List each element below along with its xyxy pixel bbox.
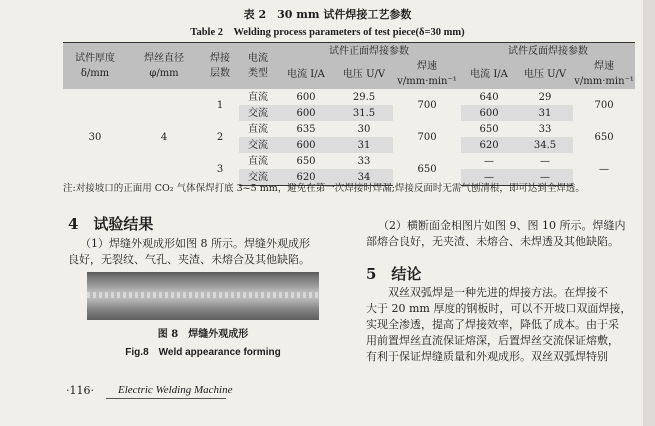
paragraph-line: （2）横断面金相图片如图 9、图 10 所示。焊缝内 <box>378 219 626 232</box>
header-front-voltage: 电压 U/V <box>335 59 393 89</box>
right-paragraph <box>366 218 625 250</box>
back-current-cell: — <box>484 155 495 167</box>
back-voltage-cell: 31 <box>517 105 573 121</box>
figure-8-caption-en: Fig.8 Weld appearance forming <box>125 347 281 358</box>
header-front-group: 试件正面焊接参数 <box>277 43 461 60</box>
back-speed-cell: — <box>599 163 610 175</box>
thickness-cell: 30 <box>88 131 102 143</box>
front-current-cell: 600 <box>277 137 335 153</box>
page-edge <box>643 0 655 426</box>
current-type-cell: 直流 <box>248 91 268 103</box>
paragraph-line: 大于 20 mm 厚度的钢板时，可以不开坡口双面焊接， <box>366 302 632 315</box>
back-current-cell: 600 <box>461 105 517 121</box>
front-current-cell: 600 <box>296 91 316 103</box>
header-front-speed: 焊速 v/mm·min⁻¹ <box>393 59 461 89</box>
front-voltage-cell: 31 <box>335 137 393 153</box>
section-4-paragraph <box>68 236 310 268</box>
page-number: ·116· <box>66 384 94 397</box>
figure-8-caption-cn: 图 8 焊缝外观成形 <box>157 329 249 340</box>
current-type-cell: 交流 <box>239 105 277 121</box>
front-speed-cell: 700 <box>417 131 437 143</box>
front-current-cell: 620 <box>277 169 335 186</box>
section-5-title: 5 结论 <box>366 265 422 283</box>
table-caption-en: Table 2 Welding process parameters of test piece(δ=30 mm) <box>190 27 465 38</box>
header-front-current: 电流 I/A <box>277 59 335 89</box>
header-thickness: 试件厚度 δ/mm <box>63 43 127 90</box>
back-voltage-cell: 29 <box>538 91 552 103</box>
header-current-type: 电流 类型 <box>239 43 277 90</box>
front-voltage-cell: 33 <box>357 155 371 167</box>
welding-parameters-table <box>63 42 635 186</box>
journal-name: Electric Welding Machine <box>118 384 233 396</box>
paragraph-line: （1）焊缝外观成形如图 8 所示。焊缝外观成形 <box>80 237 310 250</box>
front-current-cell: 650 <box>296 155 316 167</box>
header-layer-count: 焊接 层数 <box>201 43 239 90</box>
front-speed-cell: 700 <box>417 99 437 111</box>
front-voltage-cell: 34 <box>335 169 393 186</box>
header-back-group: 试件反面焊接参数 <box>461 43 635 60</box>
front-voltage-cell: 31.5 <box>335 105 393 121</box>
front-speed-cell: 650 <box>417 163 437 175</box>
back-voltage-cell: 33 <box>538 123 552 135</box>
current-type-cell: 交流 <box>239 169 277 186</box>
weld-bead <box>87 292 319 298</box>
layer-cell: 3 <box>216 163 224 175</box>
back-speed-cell: 650 <box>594 131 614 143</box>
current-type-cell: 直流 <box>248 123 268 135</box>
back-current-cell: 620 <box>461 137 517 153</box>
back-current-cell: 640 <box>479 91 499 103</box>
back-current-cell: — <box>461 169 517 186</box>
section-5-paragraph <box>366 285 631 365</box>
header-wire-diameter: 焊丝直径 φ/mm <box>127 43 201 90</box>
paragraph-line: 有利于保证焊缝质量和外观成形。双丝双弧焊特别 <box>366 350 608 363</box>
paragraph-line: 部熔合良好，无夹渣、未熔合、未焊透及其他缺陷。 <box>366 235 619 248</box>
paragraph-line: 实现全渗透，提高了焊接效率，降低了成本。由于采 <box>366 318 619 331</box>
weld-photo <box>87 272 319 320</box>
back-voltage-cell: 34.5 <box>517 137 573 153</box>
current-type-cell: 直流 <box>248 155 268 167</box>
back-speed-cell: 700 <box>594 99 614 111</box>
header-back-speed: 焊速 v/mm·min⁻¹ <box>574 61 634 87</box>
header-back-voltage: 电压 U/V <box>517 59 573 89</box>
back-voltage-cell: — <box>517 169 573 186</box>
footer-rule <box>106 398 226 399</box>
back-voltage-cell: — <box>540 155 551 167</box>
current-type-cell: 交流 <box>239 137 277 153</box>
wire-diameter-cell: 4 <box>160 131 168 143</box>
layer-cell: 2 <box>216 131 224 143</box>
front-current-cell: 600 <box>277 105 335 121</box>
paragraph-line: 双丝双弧焊是一种先进的焊接方法。在焊接不 <box>388 286 608 299</box>
section-4-title: 4 试验结果 <box>68 215 154 233</box>
table-row <box>63 89 635 105</box>
table-caption-cn: 表 2 30 mm 试件焊接工艺参数 <box>243 8 412 21</box>
header-back-current: 电流 I/A <box>461 59 517 89</box>
front-current-cell: 635 <box>296 123 316 135</box>
layer-cell: 1 <box>216 99 224 111</box>
front-voltage-cell: 29.5 <box>352 91 376 103</box>
paragraph-line: 用前置焊丝直流保证熔深，后置焊丝交流保证熔敷， <box>366 334 619 347</box>
back-current-cell: 650 <box>479 123 499 135</box>
front-voltage-cell: 30 <box>357 123 371 135</box>
table-note: 注:对接坡口的正面用 CO₂ 气体保焊打底 3~5 mm，避免在第一次焊接时焊漏;焊接反面时无需气刨清根，即可达到全焊透。 <box>63 183 585 194</box>
paragraph-line: 良好，无裂纹、气孔、夹渣、未熔合及其他缺陷。 <box>68 253 310 266</box>
